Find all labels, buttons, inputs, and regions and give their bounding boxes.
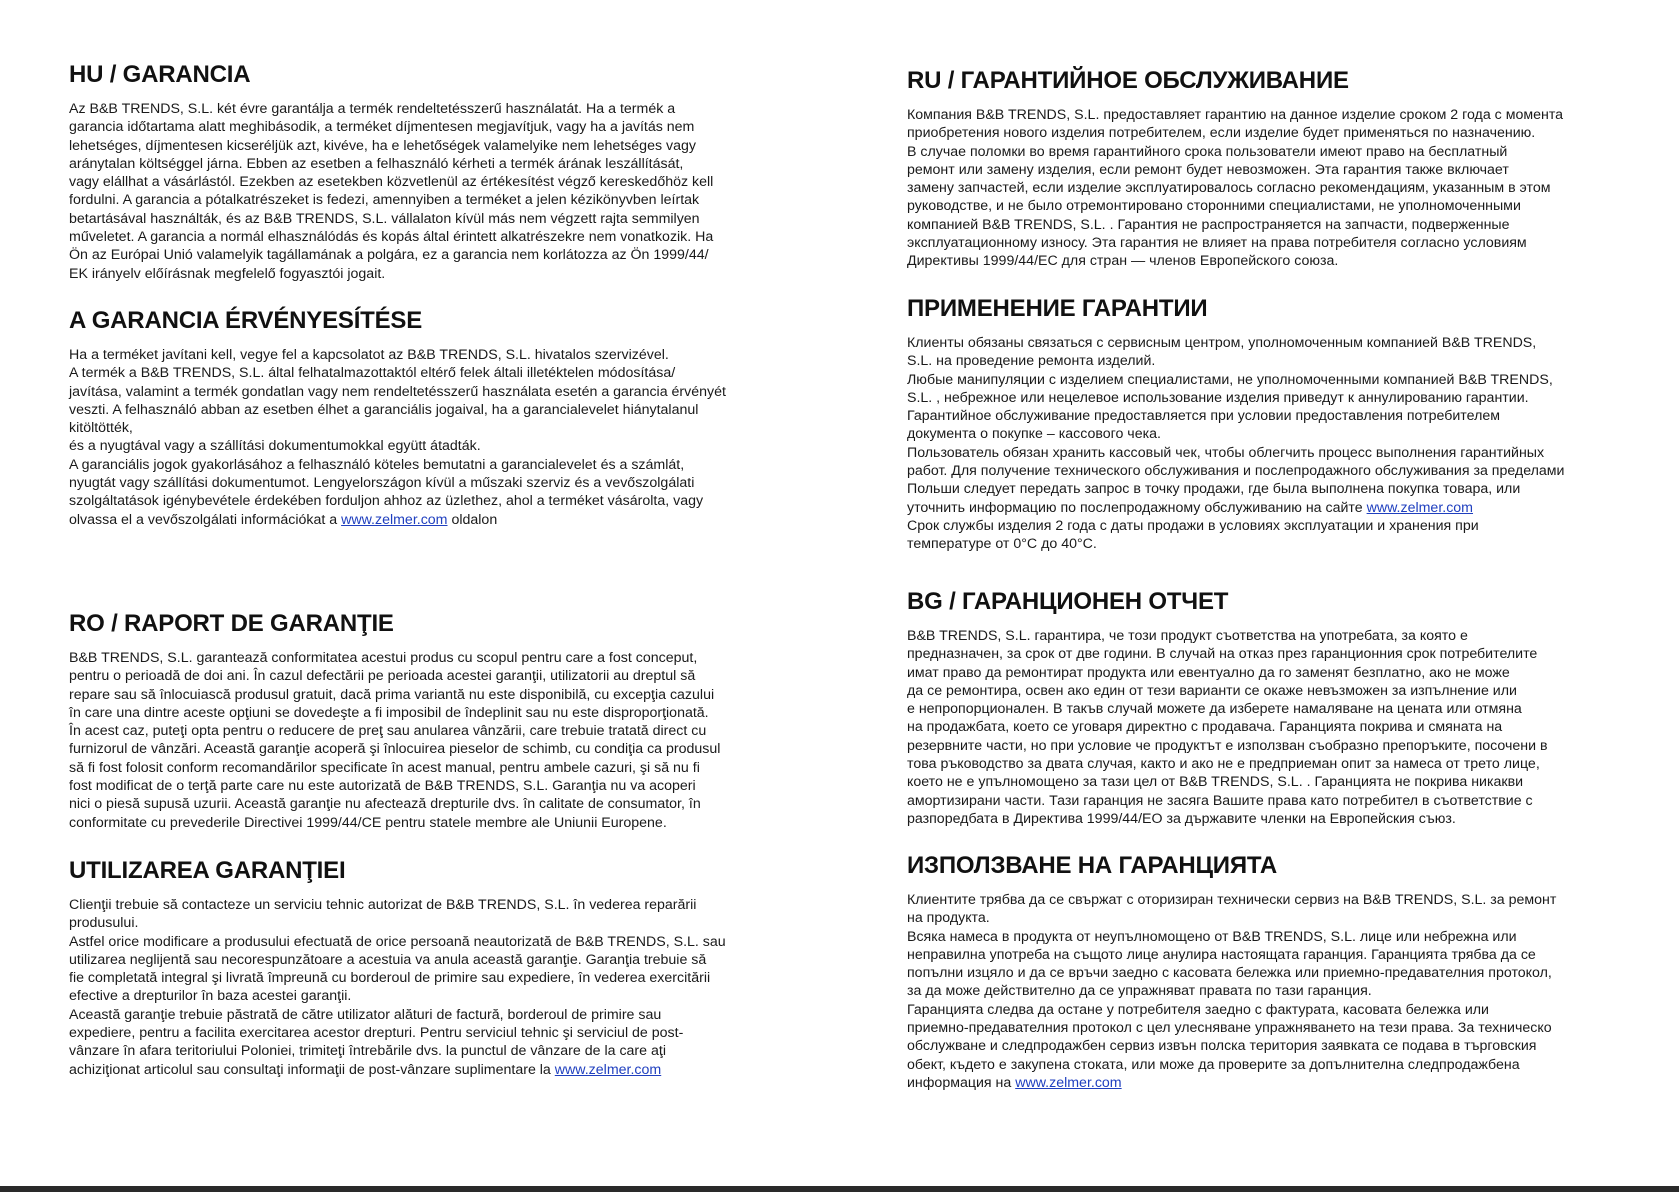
text-fragment: achiziţionat articolul sau consultaţi informaţii de post-vânzare suplimentare la [69,1061,555,1078]
text-line: să fi fost folosit conform recomandărilor specificate în acest manual, pentru ambele cazuri, şi să nu fi [69,759,700,776]
hu-warranty-section [69,60,769,283]
text-line: ремонт или замену изделия, если ремонт будет невозможен. Эта гарантия также включает [907,161,1509,178]
hu-warranty-title: HU / GARANCIA [69,61,251,88]
page-bottom-border [0,1186,1679,1192]
text-line: A garanciális jogok gyakorlásához a felhasználó köteles bemutatni a garancialevelet és a számlát, [69,456,685,473]
text-line: имат право да ремонтират продукта или евентуално да го заменят безплатно, ако не може [907,664,1510,681]
ru-warranty-section [907,66,1607,271]
text-line: nici o piesă supusă uzurii. Această garanţie nu afectează drepturile dvs. în calitate de consumator, în [69,796,701,813]
text-line: Пользователь обязан хранить кассовый чек, чтобы облегчить процесс выполнения гарантийных [907,444,1545,461]
text-line: vânzare în afara teritoriului Poloniei, trimiteţi întrebările dvs. la punctul de vânzare de la care aţi [69,1043,666,1060]
text-line: работ. Для получение технического обслуживания и послепродажного обслуживания за пределами [907,463,1565,480]
text-line: szolgáltatások igénybevétele érdekében forduljon ahhoz az üzlethez, ahol a terméket vásárolta, vagy [69,493,704,510]
text-fragment: информация на [907,1074,1016,1091]
text-line: javítása, valamint a termék gondatlan vagy nem rendeltetésszerű használata esetén a garancia érvényét [69,383,726,400]
text-line: обект, където е закупена стоката, или може да проверите за допълнителна следпродажбена [907,1056,1520,1073]
text-line: Гаранцията следва да остане у потребителя заедно с фактурата, касовата бележка или [907,1001,1489,1018]
text-line: това ръководство за двата случая, както и ако не е предприеман опит за намеса от трето лице, [907,756,1540,773]
text-line: EK irányelv előírásnak megfelelő fogyasztói jogait. [69,265,386,282]
text-line: produsului. [69,915,139,932]
text-line: fie completată integral şi livrată împreună cu borderoul de primire sau expediere, în vederea exercitării [69,970,711,987]
bg-usage-title: ИЗПОЛЗВАНЕ НА ГАРАНЦИЯТА [907,852,1277,879]
text-line: эксплуатационному износу. Эта гарантия не влияет на права потребителя согласно условиям [907,235,1527,252]
text-line: попълни изцяло и да се връчи заедно с касовата бележка или приемно-предавателния протокол, [907,965,1552,982]
text-line: betartásával használták, és az B&B TRENDS, S.L. vállalaton kívül más nem végzett rajta semmilyen [69,210,700,227]
text-line [907,1074,1607,1092]
text-line: неправилна употреба на същото лице анулира настоящата гаранция. Гаранцията трябва да се [907,946,1536,963]
zelmer-website-link[interactable]: www.zelmer.com [1015,1074,1122,1091]
text-line: Всяка намеса в продукта от неупълномощено от B&B TRENDS, S.L. лице или небрежна или [907,928,1517,945]
text-line: B&B TRENDS, S.L. garantează conformitatea acestui produs cu scopul pentru care a fost conceput, [69,650,698,666]
ru-warranty-body [907,106,1607,271]
ru-application-section [907,294,1607,554]
ro-warranty-title: RO / RAPORT DE GARANŢIE [69,610,394,637]
text-line [69,511,769,529]
text-line: aránytalan költséggel járna. Ebben az esetben a felhasználó kérheti a termék árának leszállítását, [69,155,684,172]
text-line: fost modificat de o terţă parte care nu este autorizată de B&B TRENDS, S.L. Garanţia nu va acoperi [69,778,696,795]
ro-usage-body [69,896,769,1079]
text-line: да се ремонтира, освен ако един от тези варианти се окаже невъзможен за изпълнение или [907,682,1517,699]
text-line [69,1061,769,1079]
text-line: utilizarea neglijentă sau necorespunzătoare a acestuia va anula această garanţie. Garanţia trebuie să [69,951,707,968]
ro-warranty-section [69,609,769,832]
text-line: Компания B&B TRENDS, S.L. предоставляет гарантию на данное изделие сроком 2 года с момента [907,107,1564,123]
text-fragment: уточнить информацию по послепродажному обслуживанию на сайте [907,499,1367,516]
text-line: S.L. на проведение ремонта изделий. [907,353,1156,370]
text-line: Клиентите трябва да се свържат с оторизиран технически сервиз на B&B TRENDS, S.L. за ремонт [907,892,1557,908]
ru-application-title: ПРИМЕНЕНИЕ ГАРАНТИИ [907,295,1208,322]
text-line: conformitate cu prevederile Directivei 1999/44/CE pentru statele membre ale Uniunii Europene. [69,814,667,831]
hu-enforcement-section [69,306,769,529]
text-line: B&B TRENDS, S.L. гарантира, че този продукт съответства на употребата, за която е [907,628,1468,644]
text-line: Любые манипуляции с изделием специалистами, не уполномоченными компанией B&B TRENDS, [907,371,1553,388]
bg-usage-section [907,851,1607,1092]
text-line: S.L. , небрежное или нецелевое использование изделия приведут к аннулированию гарантии. [907,389,1529,406]
text-line: lehetséges, díjmentesen kicseréljük azt, kivéve, ha e lehetőségek valamelyike nem lehetséges vagy [69,137,696,154]
text-line: температуре от 0°С до 40°С. [907,536,1097,553]
text-line: Clienţii trebuie să contacteze un serviciu tehnic autorizat de B&B TRENDS, S.L. în vederea reparării [69,897,697,913]
hu-warranty-body [69,100,769,283]
text-line: Ha a terméket javítani kell, vegye fel a kapcsolatot az B&B TRENDS, S.L. hivatalos szervizével. [69,347,669,363]
text-line: furnizorul de vânzări. Această garanţie acoperă şi înlocuirea pieselor de schimb, cu condiţia ca produsul [69,741,721,758]
text-line: expediere, pentru a facilita exercitarea acestor drepturi. Pentru serviciul tehnic şi serviciul de post- [69,1025,684,1042]
zelmer-website-link[interactable]: www.zelmer.com [341,511,448,528]
text-line: kitöltötték, [69,420,133,437]
zelmer-website-link[interactable]: www.zelmer.com [554,1061,662,1078]
text-line: разпоредбата в Директива 1999/44/ЕО за държавите членки на Европейския съюз. [907,810,1456,827]
text-line: nyugtát vagy szállítási dokumentumot. Lengyelországon kívül a műszaki szerviz és a vevőszolgálati [69,475,695,492]
ro-usage-section [69,856,769,1079]
bg-usage-body [907,891,1607,1092]
hu-enforcement-title: A GARANCIA ÉRVÉNYESÍTÉSE [69,307,423,334]
text-line: În acest caz, puteţi opta pentru o reducere de preţ sau anularea vânzării, care trebuie tratată direct cu [69,723,707,740]
text-line: за да може действително да се упражняват правата по тази гаранция. [907,983,1372,1000]
ru-warranty-title: RU / ГАРАНТИЙНОЕ ОБСЛУЖИВАНИЕ [907,67,1349,94]
text-line: амортизирани части. Тази гаранция не засяга Вашите права като потребител в съответствие с [907,792,1533,809]
zelmer-website-link[interactable]: www.zelmer.com [1366,499,1474,516]
text-line: замену запчастей, если изделие эксплуатировалось согласно рекомендациям, указанным в этом [907,180,1551,197]
text-line: Гарантийное обслуживание предоставляется при условии предоставления потребителем [907,408,1500,425]
text-line: fordulni. A garancia a pótalkatrészeket is fedezi, amennyiben a terméket a jelen kézikönyvben leírtak [69,192,700,209]
text-line: Польши следует передать запрос в точку продажи, где была выполнена покупка товара, или [907,481,1521,498]
text-line: Клиенты обязаны связаться с сервисным центром, уполномоченным компанией B&B TRENDS, [907,335,1537,351]
text-line: резервните части, но при условие че продуктът е използван съобразно препоръките, посочени в [907,737,1548,754]
text-line: Această garanţie trebuie păstrată de către utilizator alături de factură, borderoul de primire sau [69,1006,662,1023]
bg-warranty-body [907,627,1607,828]
text-line: és a nyugtával vagy a szállítási dokumentumokkal együtt átadták. [69,438,481,455]
bg-warranty-section [907,587,1607,828]
ro-usage-title: UTILIZAREA GARANŢIEI [69,857,346,884]
text-line: efective a drepturilor în baza acestei garanţii. [69,988,352,1005]
text-line: műveletet. A garancia a normál elhasználódás és kopás által érintett alkatrészekre nem vonatkozik. Ha [69,229,714,246]
text-line: на продукта. [907,910,990,927]
text-line: приемно-предавателния протокол с цел улесняване упражняването на тези права. За техническо [907,1020,1552,1037]
text-line: în care una dintre aceste opţiuni se dovedeşte a fi imposibil de îndeplinit sau nu este disproporţionată. [69,704,709,721]
text-line: което не е упълномощено за тази цел от B&B TRENDS, S.L. . Гаранцията не покрива никакви [907,774,1524,791]
text-line: pentru o perioadă de doi ani. În cazul defectării pe perioada acestei garanţii, utilizatorii au dreptul să [69,668,696,685]
text-line: garancia időtartama alatt meghibásodik, a terméket díjmentesen megjavítjuk, vagy ha a javítás nem [69,119,695,136]
text-line: Ön az Európai Unió valamelyik tagállamának a polgára, ez a garancia nem korlátozza az Ön 1999/44/ [69,247,709,264]
text-line: документа о покупке – кассового чека. [907,426,1161,443]
text-line: на продажбата, което се уговаря директно с продавача. Гаранцията покрива и смяната на [907,719,1503,736]
text-line: е непропорционален. В такъв случай можете да изберете намаляване на цената или отмяна [907,701,1522,718]
text-line: repare sau să înlocuiască produsul gratuit, dacă prima variantă nu este disponibilă, cu excepţia cazului [69,686,715,703]
text-line: компанией B&B TRENDS, S.L. . Гарантия не распространяется на запчасти, подверженные [907,216,1510,233]
text-fragment: oldalon [447,511,498,528]
ro-warranty-body [69,649,769,832]
text-line: Az B&B TRENDS, S.L. két évre garantálja a termék rendeltetésszerű használatát. Ha a termék a [69,101,676,117]
text-line: руководстве, и не было отремонтировано сторонними специалистами, не уполномоченными [907,198,1521,215]
text-line: Директивы 1999/44/ЕС для стран — членов Европейского союза. [907,253,1339,270]
text-line: Astfel orice modificare a produsului efectuată de orice persoană neautorizată de B&B TRENDS, S.L. sau [69,933,726,950]
hu-enforcement-body [69,346,769,529]
text-line: приобретения нового изделия потребителем, если изделие будет применяться по назначению. [907,125,1536,142]
text-line: обслужване и следпродажбен сервиз извън полска територия заявката се подава в търговския [907,1038,1537,1055]
bg-warranty-title: BG / ГАРАНЦИОНЕН ОТЧЕТ [907,588,1229,615]
ru-application-body [907,334,1607,554]
text-line: veszti. A felhasználó abban az esetben élhet a garanciális jogaival, ha a garancialevelet hiánytalanul [69,401,699,418]
text-line: Срок службы изделия 2 года с даты продажи в условиях эксплуатации и хранения при [907,517,1479,534]
text-line [907,499,1607,517]
text-line: В случае поломки во время гарантийного срока пользователи имеют право на бесплатный [907,143,1508,160]
text-line: vagy elállhat a vásárlástól. Ezekben az esetekben közvetlenül az értékesítést végző kereskedőhöz kell [69,174,714,191]
text-line: A termék a B&B TRENDS, S.L. által felhatalmazottaktól eltérő felek általi illetéktelen módosítása/ [69,365,676,382]
text-line: предназначен, за срок от две години. В случай на отказ през гаранционния срок потребителите [907,646,1538,663]
text-fragment: olvassa el a vevőszolgálati információkat a [69,511,342,528]
